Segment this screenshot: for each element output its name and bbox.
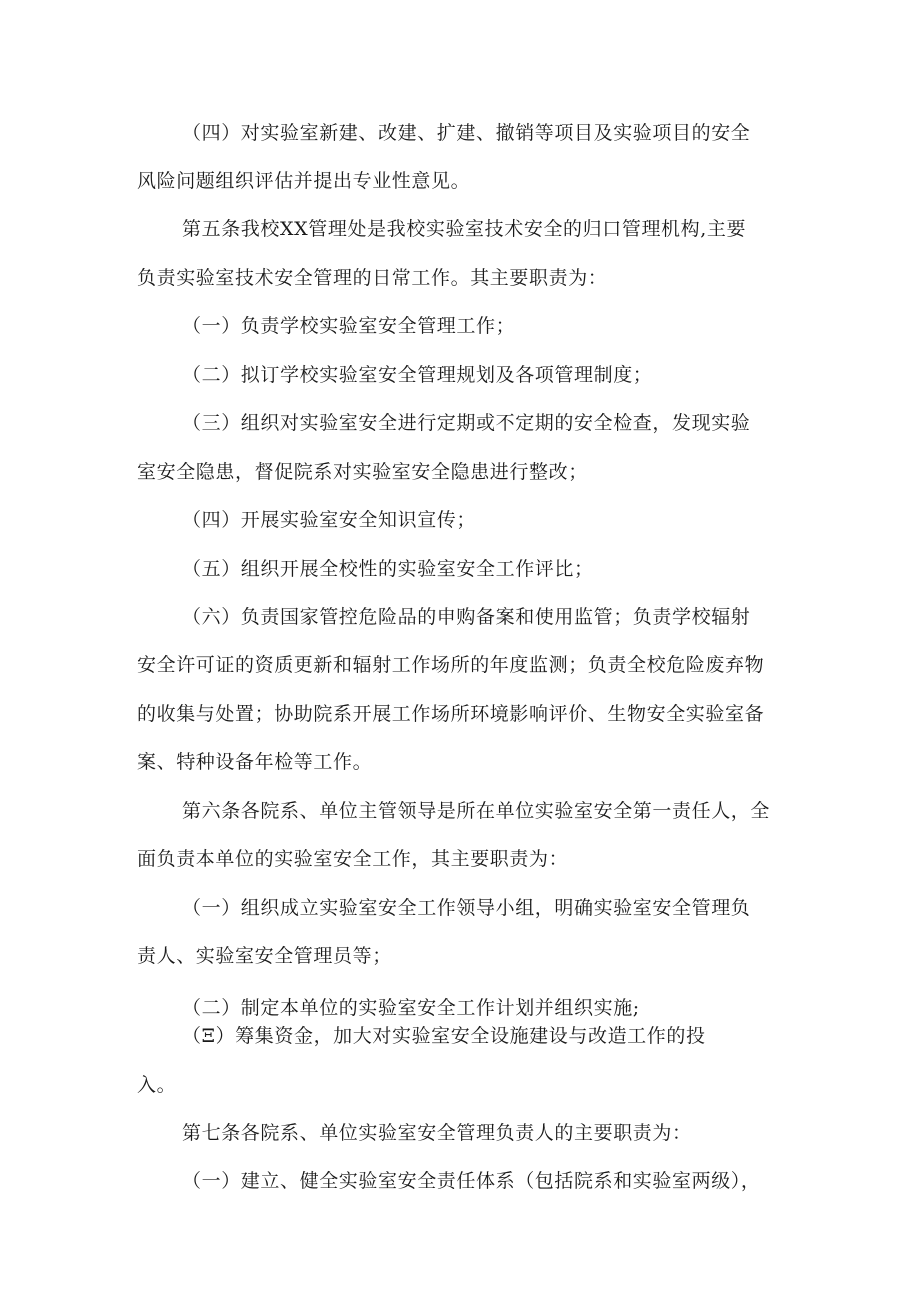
text-line: （一）组织成立实验室安全工作领导小组，明确实验室安全管理负 <box>182 897 751 919</box>
text-line: 的收集与处置；协助院系开展工作场所环境影响评价、生物安全实验室备 <box>137 703 765 725</box>
text-line: 负责实验室技术安全管理的日常工作。其主要职责为： <box>137 267 608 289</box>
text-line: 风险问题组织评估并提出专业性意见。 <box>137 170 471 192</box>
text-line: （二）制定本单位的实验室安全工作计划并组织实施; <box>182 997 640 1019</box>
text-line: （一）负责学校实验室安全管理工作； <box>182 315 516 337</box>
text-line: 入。 <box>137 1074 177 1096</box>
text-line: 第六条各院系、单位主管领导是所在单位实验室安全第一责任人，全 <box>182 800 771 822</box>
text-line: 责人、实验室安全管理员等； <box>137 945 392 967</box>
text-line: （三）组织对实验室安全进行定期或不定期的安全检查，发现实验 <box>182 412 751 434</box>
text-line: 安全许可证的资质更新和辐射工作场所的年度监测；负责全校危险废弃物 <box>137 654 765 676</box>
text-line: （五）组织开展全校性的实验室安全工作评比； <box>182 558 594 580</box>
text-line: （Ξ）筹集资金，加大对实验室安全设施建设与改造工作的投 <box>182 1025 706 1047</box>
text-line: 第五条我校XX管理处是我校实验室技术安全的归口管理机构,主要 <box>182 218 747 240</box>
text-line: 室安全隐患，督促院系对实验室安全隐患进行整改； <box>137 461 588 483</box>
text-line: （一）建立、健全实验室安全责任体系（包括院系和实验室两级）， <box>182 1170 761 1192</box>
text-line: 第七条各院系、单位实验室安全管理负责人的主要职责为： <box>182 1122 692 1144</box>
text-line: （六）负责国家管控危险品的申购备案和使用监管；负责学校辐射 <box>182 606 751 628</box>
text-line: （二）拟订学校实验室安全管理规划及各项管理制度； <box>182 364 653 386</box>
text-line: 案、特种设备年检等工作。 <box>137 751 373 773</box>
text-line: 面负责本单位的实验室安全工作，其主要职责为： <box>137 848 569 870</box>
text-line: （四）开展实验室安全知识宣传； <box>182 509 477 531</box>
text-line: （四）对实验室新建、改建、扩建、撤销等项目及实验项目的安全 <box>182 122 751 144</box>
